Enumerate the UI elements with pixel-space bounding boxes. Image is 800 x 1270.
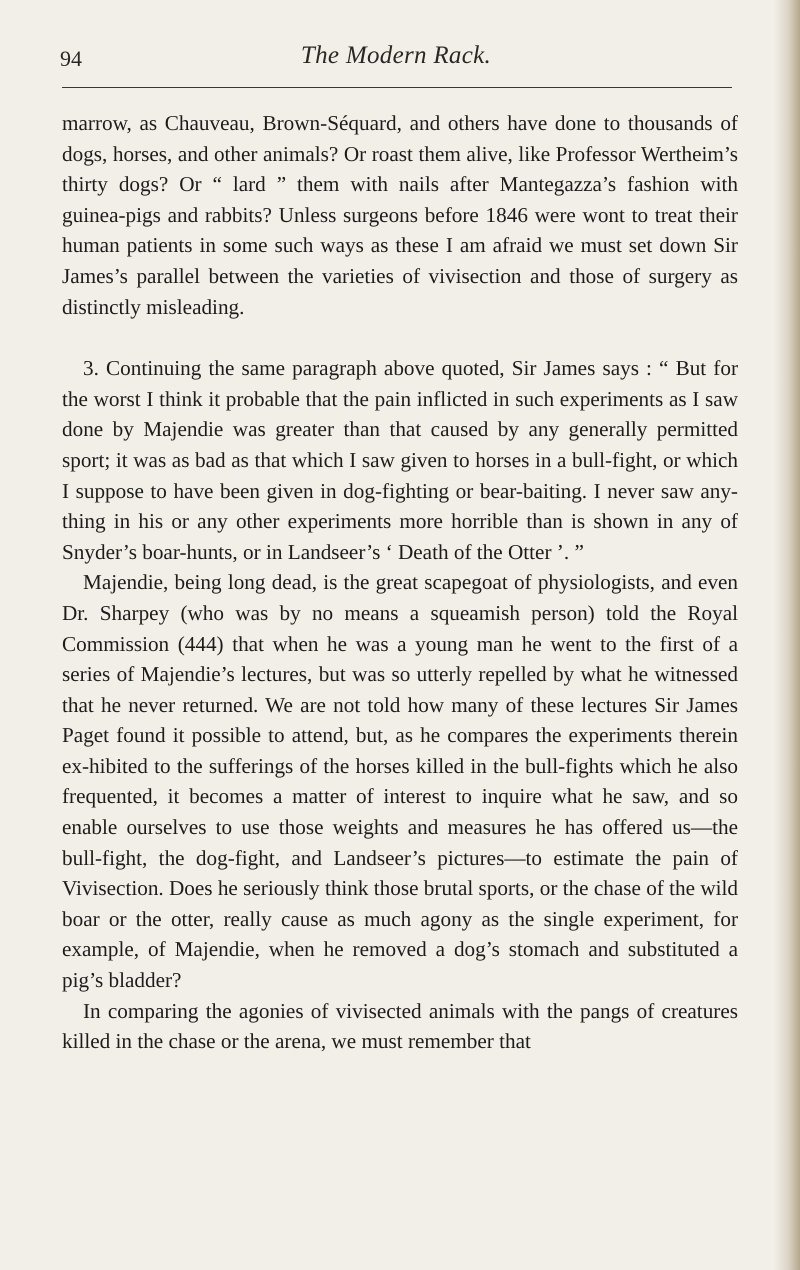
page-edge-shadow <box>774 0 800 1270</box>
paragraph-comparing: In comparing the agonies of vivisected animals with the pangs of creatures killed in the chase or the arena, we must remember that <box>62 998 738 1054</box>
header-rule <box>62 87 732 88</box>
paragraph-majendie: Majendie, being long dead, is the great scapegoat of physiologists, and even Dr. Sharpey (who was by no means a squeamish person) told the Royal Commission (444) that when he was a young man he went to the first of a series of Majendie’s lectures, but was so utterly repelled by what he witnessed that he never returned. We are not told how many of these lectures Sir James Paget found it possible to attend, but, as he compares the experiments therein ex-hibited to the sufferings of the horses killed in the bull-fights which he also frequented, it becomes a matter of interest to inquire what he saw, and so enable ourselves to use those weights and measures he has offered us—the bull-fight, the dog-fight, and Landseer’s pictures—to estimate the pain of Vivisection. Does he seriously think those brutal sports, or the chase of the wild boar or the otter, really cause as much agony as the single experiment, for example, of Majendie, when he removed a dog’s stomach and substituted a pig’s bladder? <box>62 570 739 993</box>
page-header <box>60 42 732 82</box>
paragraph-continuation: marrow, as Chauveau, Brown-Séquard, and others have done to thousands of dogs, horses, and other animals? Or roast them alive, like Professor Wertheim’s thirty dogs? Or “ lard ” them with nails after Mantegazza’s fashion with guinea-pigs and rabbits? Unless surgeons before 1846 were wont to treat their human patients in some such ways as these I am afraid we must set down Sir James’s parallel between the varieties of vivisection and those of surgery as distinctly misleading. <box>62 111 738 319</box>
paragraph-point-3: 3. Continuing the same paragraph above quoted, Sir James says : “ But for the worst I think it probable that the pain inflicted in such experiments as I saw done by Majendie was greater than that caused by any generally permitted sport; it was as bad as that which I saw given to horses in a bull-fight, or which I suppose to have been given in dog-fighting or bear-baiting. I never saw any-thing in his or any other experiments more horrible than is shown in any of Snyder’s boar-hunts, or in Landseer’s ‘ Death of the Otter ’. ” <box>62 356 738 564</box>
page-number: 94 <box>60 46 82 71</box>
running-title: The Modern Rack. <box>300 42 492 69</box>
body-text <box>62 108 738 1057</box>
